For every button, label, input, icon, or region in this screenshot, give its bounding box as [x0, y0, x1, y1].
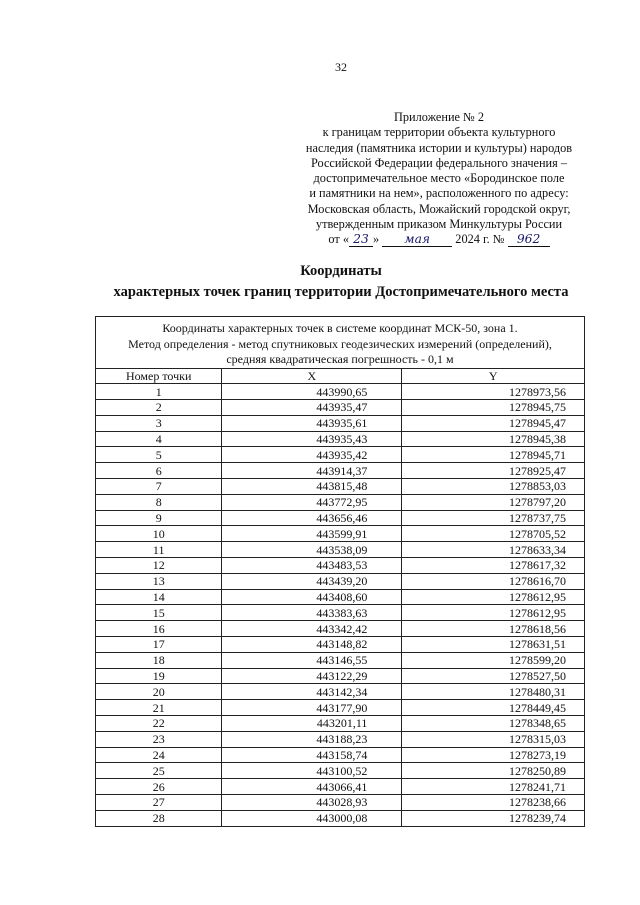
y-coordinate-cell: 1278705,52: [402, 526, 585, 542]
x-coordinate-cell: 443914,37: [222, 463, 402, 479]
x-coordinate-cell: 443100,52: [222, 763, 402, 779]
y-coordinate-cell: 1278797,20: [402, 494, 585, 510]
table-row: [96, 510, 585, 526]
y-coordinate-cell: 1278945,71: [402, 447, 585, 463]
appendix-line: Приложение № 2: [393, 110, 485, 124]
point-number-cell: 8: [96, 494, 222, 510]
y-coordinate-cell: 1278925,47: [402, 463, 585, 479]
y-coordinate-cell: 1278348,65: [402, 716, 585, 732]
table-body: [96, 384, 585, 826]
point-number-cell: 20: [96, 684, 222, 700]
caption-line: средняя квадратическая погрешность - 0,1 м: [226, 352, 454, 366]
x-coordinate-cell: 443342,42: [222, 621, 402, 637]
x-coordinate-cell: 443148,82: [222, 637, 402, 653]
appendix-line: наследия (памятника истории и культуры) народов: [305, 140, 573, 155]
point-number-cell: 23: [96, 731, 222, 747]
caption-line: Метод определения - метод спутниковых геодезических измерений (определений),: [128, 336, 552, 351]
y-coordinate-cell: 1278973,56: [402, 384, 585, 400]
y-coordinate-cell: 1278616,70: [402, 573, 585, 589]
table-row: [96, 684, 585, 700]
table-row: [96, 415, 585, 431]
point-number-cell: 21: [96, 700, 222, 716]
table-caption: [96, 317, 585, 369]
x-coordinate-cell: 443483,53: [222, 558, 402, 574]
x-coordinate-cell: 443177,90: [222, 700, 402, 716]
x-coordinate-cell: 443935,47: [222, 400, 402, 416]
table-row: [96, 621, 585, 637]
y-coordinate-cell: 1278599,20: [402, 652, 585, 668]
point-number-cell: 3: [96, 415, 222, 431]
y-coordinate-cell: 1278612,95: [402, 605, 585, 621]
table-row: [96, 400, 585, 416]
x-coordinate-cell: 443656,46: [222, 510, 402, 526]
appendix-line: достопримечательное место «Бородинское поле: [313, 171, 565, 186]
table-row: [96, 637, 585, 653]
column-headers-row: [96, 368, 585, 384]
appendix-line: Московская область, Можайский городской округ,: [307, 201, 571, 216]
table-row: [96, 652, 585, 668]
y-coordinate-cell: 1278945,38: [402, 431, 585, 447]
point-number-cell: 12: [96, 558, 222, 574]
table-row: [96, 795, 585, 811]
table-row: [96, 716, 585, 732]
table-row: [96, 447, 585, 463]
x-coordinate-cell: 443408,60: [222, 589, 402, 605]
table-header-row: [96, 317, 585, 369]
date-prefix: от «: [328, 232, 349, 247]
date-year: 2024 г. №: [455, 232, 505, 247]
point-number-cell: 17: [96, 637, 222, 653]
x-coordinate-cell: 443935,42: [222, 447, 402, 463]
x-coordinate-cell: 443538,09: [222, 542, 402, 558]
y-coordinate-cell: 1278449,45: [402, 700, 585, 716]
table-row: [96, 779, 585, 795]
point-number-cell: 13: [96, 573, 222, 589]
x-coordinate-cell: 443201,11: [222, 716, 402, 732]
table-row: [96, 479, 585, 495]
handwritten-order-number: 962: [508, 233, 550, 247]
handwritten-day: 23: [349, 233, 373, 247]
point-number-cell: 15: [96, 605, 222, 621]
y-coordinate-cell: 1278618,56: [402, 621, 585, 637]
y-coordinate-cell: 1278617,32: [402, 558, 585, 574]
table-row: [96, 558, 585, 574]
handwritten-month: мая: [382, 233, 452, 247]
x-coordinate-cell: 443158,74: [222, 747, 402, 763]
table-row: [96, 494, 585, 510]
table-row: [96, 668, 585, 684]
x-coordinate-cell: 443772,95: [222, 494, 402, 510]
point-number-cell: 11: [96, 542, 222, 558]
point-number-cell: 2: [96, 400, 222, 416]
point-number-cell: 18: [96, 652, 222, 668]
x-coordinate-cell: 443383,63: [222, 605, 402, 621]
x-coordinate-cell: 443439,20: [222, 573, 402, 589]
table-row: [96, 605, 585, 621]
y-coordinate-cell: 1278853,03: [402, 479, 585, 495]
point-number-cell: 19: [96, 668, 222, 684]
caption-line: Координаты характерных точек в системе координат МСК-50, зона 1.: [162, 321, 518, 335]
point-number-cell: 9: [96, 510, 222, 526]
table-row: [96, 731, 585, 747]
table-row: [96, 542, 585, 558]
table-row: [96, 589, 585, 605]
table-row: [96, 573, 585, 589]
x-coordinate-cell: 443122,29: [222, 668, 402, 684]
title-line-2: характерных точек границ территории Достопримечательного места: [113, 284, 569, 300]
table-row: [96, 463, 585, 479]
page-number: 32: [335, 60, 347, 74]
y-coordinate-cell: 1278480,31: [402, 684, 585, 700]
y-coordinate-cell: 1278612,95: [402, 589, 585, 605]
appendix-block: [296, 110, 582, 248]
point-number-cell: 14: [96, 589, 222, 605]
point-number-cell: 6: [96, 463, 222, 479]
x-coordinate-cell: 443000,08: [222, 810, 402, 826]
y-coordinate-cell: 1278315,03: [402, 731, 585, 747]
point-number-cell: 5: [96, 447, 222, 463]
table-row: [96, 431, 585, 447]
table-row: [96, 700, 585, 716]
y-coordinate-cell: 1278239,74: [402, 810, 585, 826]
x-coordinate-cell: 443815,48: [222, 479, 402, 495]
x-coordinate-cell: 443599,91: [222, 526, 402, 542]
column-header-y: Y: [402, 368, 585, 384]
table-row: [96, 526, 585, 542]
date-mid: »: [372, 232, 380, 247]
document-title: [0, 261, 640, 303]
order-date-line: [296, 232, 582, 247]
y-coordinate-cell: 1278527,50: [402, 668, 585, 684]
point-number-cell: 16: [96, 621, 222, 637]
coordinates-table: [95, 316, 585, 827]
x-coordinate-cell: 443935,61: [222, 415, 402, 431]
y-coordinate-cell: 1278250,89: [402, 763, 585, 779]
x-coordinate-cell: 443188,23: [222, 731, 402, 747]
table-row: [96, 384, 585, 400]
point-number-cell: 24: [96, 747, 222, 763]
point-number-cell: 1: [96, 384, 222, 400]
x-coordinate-cell: 443066,41: [222, 779, 402, 795]
point-number-cell: 26: [96, 779, 222, 795]
x-coordinate-cell: 443146,55: [222, 652, 402, 668]
point-number-cell: 4: [96, 431, 222, 447]
point-number-cell: 25: [96, 763, 222, 779]
y-coordinate-cell: 1278633,34: [402, 542, 585, 558]
table-row: [96, 763, 585, 779]
point-number-cell: 10: [96, 526, 222, 542]
title-line-1: Координаты: [300, 263, 382, 279]
column-header-x: X: [222, 368, 402, 384]
x-coordinate-cell: 443935,43: [222, 431, 402, 447]
table-row: [96, 810, 585, 826]
y-coordinate-cell: 1278945,47: [402, 415, 585, 431]
appendix-line: и памятники на нем», расположенного по адресу:: [309, 186, 569, 201]
appendix-line: к границам территории объекта культурного: [322, 125, 556, 140]
x-coordinate-cell: 443990,65: [222, 384, 402, 400]
point-number-cell: 7: [96, 479, 222, 495]
x-coordinate-cell: 443028,93: [222, 795, 402, 811]
appendix-line: Российской Федерации федерального значения –: [310, 155, 568, 170]
point-number-cell: 28: [96, 810, 222, 826]
y-coordinate-cell: 1278945,75: [402, 400, 585, 416]
y-coordinate-cell: 1278737,75: [402, 510, 585, 526]
y-coordinate-cell: 1278238,66: [402, 795, 585, 811]
y-coordinate-cell: 1278241,71: [402, 779, 585, 795]
column-header-point: Номер точки: [96, 368, 222, 384]
point-number-cell: 22: [96, 716, 222, 732]
x-coordinate-cell: 443142,34: [222, 684, 402, 700]
y-coordinate-cell: 1278631,51: [402, 637, 585, 653]
appendix-line: утвержденным приказом Минкультуры России: [315, 217, 563, 232]
point-number-cell: 27: [96, 795, 222, 811]
y-coordinate-cell: 1278273,19: [402, 747, 585, 763]
table-row: [96, 747, 585, 763]
